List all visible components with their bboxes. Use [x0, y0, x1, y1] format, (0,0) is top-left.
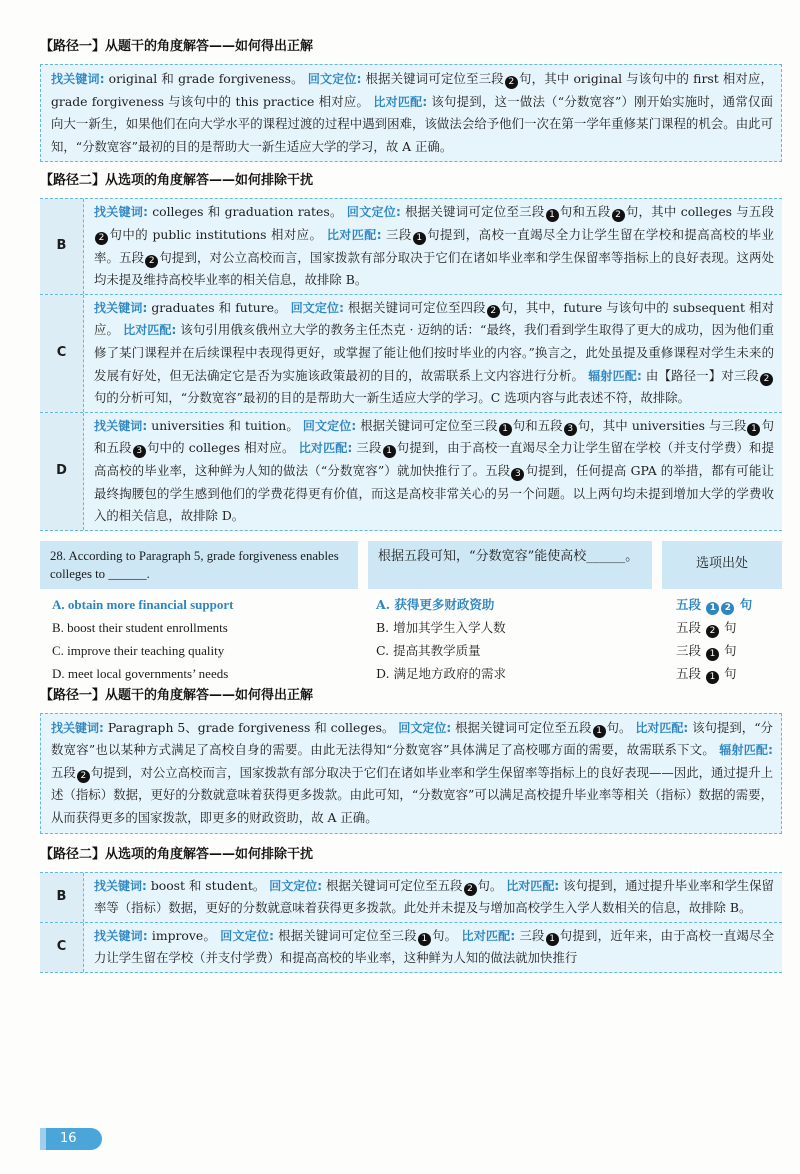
option-letter: C	[40, 295, 84, 412]
sentence-number-icon: 3	[511, 468, 524, 481]
choice-a	[40, 593, 782, 616]
text: 三段	[676, 642, 702, 658]
choice-d	[40, 662, 782, 685]
keyword-label: 找关键词:	[94, 928, 148, 943]
option-analysis	[84, 199, 782, 293]
text: 五段	[51, 764, 76, 780]
q27-options-table	[40, 198, 782, 530]
radiate-label: 辐射匹配:	[719, 743, 773, 758]
locate-label: 回文定位:	[290, 300, 344, 315]
match-label: 比对匹配:	[326, 227, 382, 242]
keyword-label: 找关键词:	[94, 878, 147, 893]
keyword-label: 找关键词:	[94, 205, 148, 220]
match-label: 比对匹配:	[298, 441, 353, 456]
text: 句中的 colleges 相对应。	[146, 440, 295, 456]
text: 根据关键词可定位至四段	[348, 299, 486, 315]
option-row-d	[40, 412, 782, 530]
q27-path1-title: 【路径一】从题干的角度解答——如何得出正解	[40, 39, 314, 54]
option-row-c	[40, 922, 782, 972]
sentence-number-icon: 2	[721, 602, 734, 615]
option-row-b	[40, 199, 782, 293]
text: 句提到，任何提高 GPA 的举措，都有可能让最终掏腰包的学生感到他们的学费花得更有价值，而这是高校非常关心的另一个问题。以上两句均未提到增加大学的学费收入的相关信息，故排除 D。	[94, 462, 775, 524]
text: 句提到，由于高校一直竭尽全力让学生留在学校（并支付学费）和提高高校的毕业率，这种鲜为人知的做法（“分数宽容”）就加快推行了。五段	[94, 440, 774, 478]
option-analysis	[84, 413, 782, 530]
text: Paragraph 5、grade forgiveness 和 colleges。	[107, 719, 395, 735]
sentence-number-icon: 2	[706, 625, 719, 638]
text: 该句提到，通过提升毕业率和学生保留率等（指标）数据，更好的分数就意味着获得更多拨款。此处并未提及与增加高校学生入学人数相关的信息，故排除 B。	[94, 877, 774, 916]
text: graduates 和 future。	[151, 299, 287, 315]
sentence-number-icon: 1	[706, 671, 719, 684]
text: 三段	[385, 226, 412, 242]
q28-path1-box	[40, 713, 782, 834]
text: 句，其中 universities 与三段	[577, 417, 747, 433]
option-analysis	[84, 923, 782, 972]
choice-chinese: B. 增加其学生入学人数	[376, 619, 506, 635]
text: 句提到，高校一直竭尽全力让学生留在学校和提高高校的毕业率。五段	[94, 226, 775, 265]
match-label: 比对匹配:	[373, 94, 428, 109]
choice-english: D. meet local governments’ needs	[52, 665, 229, 681]
match-label: 比对匹配:	[461, 928, 516, 943]
text: 根据关键词可定位至三段	[278, 927, 417, 943]
sentence-number-icon: 3	[564, 423, 577, 436]
option-letter: C	[40, 923, 84, 972]
choice-chinese: D. 满足地方政府的需求	[376, 665, 507, 681]
text: 句，其中，future 与该句中的 subsequent 相对应。	[94, 299, 774, 338]
text: 根据关键词可定位至三段	[405, 204, 545, 220]
text: original 和 grade forgiveness。	[108, 71, 304, 86]
text: 句	[723, 665, 737, 681]
sentence-number-icon: 3	[133, 445, 146, 458]
text: 句和五段	[559, 204, 611, 220]
sentence-number-icon: 1	[593, 725, 606, 738]
choice-english: B. boost their student enrollments	[52, 619, 228, 635]
choice-b	[40, 616, 782, 639]
q28-options-table	[40, 872, 782, 973]
sentence-number-icon: 1	[706, 648, 719, 661]
option-letter: B	[40, 873, 84, 922]
sentence-number-icon: 2	[505, 76, 518, 89]
choice-c	[40, 639, 782, 662]
locate-label: 回文定位:	[220, 928, 274, 943]
question-chinese: 根据五段可知，“分数宽容”能使高校______。	[368, 541, 652, 589]
q28-choices	[40, 593, 782, 685]
sentence-number-icon: 2	[77, 770, 90, 783]
text: 五段	[676, 596, 702, 612]
q28-path2-title: 【路径二】从选项的角度解答——如何排除干扰	[40, 846, 314, 862]
sentence-number-icon: 2	[612, 209, 625, 222]
locate-label: 回文定位:	[302, 418, 357, 433]
text: colleges 和 graduation rates。	[152, 204, 343, 220]
text: 三段	[519, 927, 545, 943]
sentence-number-icon: 1	[413, 232, 426, 245]
option-letter: D	[40, 413, 84, 530]
option-row-b	[40, 873, 782, 922]
keyword-label: 找关键词:	[51, 72, 105, 86]
choice-chinese: A. 获得更多财政资助	[376, 596, 495, 612]
text: improve。	[151, 927, 217, 943]
sentence-number-icon: 2	[145, 255, 158, 268]
q27-path2-title: 【路径二】从选项的角度解答——如何排除干扰	[40, 173, 314, 189]
choice-source	[664, 662, 782, 685]
locate-label: 回文定位:	[398, 720, 452, 735]
text: boost 和 student。	[150, 877, 266, 893]
option-row-c	[40, 294, 782, 412]
text: 句。	[431, 927, 458, 943]
text: 句，其中 colleges 与五段	[625, 204, 775, 220]
text: 句提到，对公立高校而言，国家拨款有部分取决于它们在诸如毕业率和学生保留率等指标上的良好表现。这两处均未提及维持高校毕业率的相关信息，故排除 B。	[94, 249, 775, 288]
question-english: 28. According to Paragraph 5, grade forgiveness enables colleges to ______.	[40, 541, 358, 589]
choice-source	[664, 616, 782, 639]
text: 句和五段	[512, 417, 563, 433]
q28-path1-title: 【路径一】从题干的角度解答——如何得出正解	[40, 687, 314, 703]
q28-header	[40, 541, 782, 589]
text: 句的分析可知，“分数宽容”最初的目的是帮助大一新生适应大学的学习。C 选项内容与此表述不符，故排除。	[94, 390, 691, 406]
choice-english: C. improve their teaching quality	[52, 642, 225, 658]
choice-source	[664, 593, 782, 616]
sentence-number-icon: 2	[95, 232, 108, 245]
option-letter: B	[40, 199, 84, 293]
match-label: 比对匹配:	[635, 720, 689, 735]
keyword-label: 找关键词:	[94, 300, 148, 315]
radiate-label: 辐射匹配:	[588, 368, 642, 383]
q27-path1-box	[40, 64, 782, 162]
sentence-number-icon: 1	[418, 933, 431, 946]
text: 句	[739, 596, 753, 612]
locate-label: 回文定位:	[269, 878, 323, 893]
sentence-number-icon: 1	[383, 445, 396, 458]
text: 该句提到，“分数宽容”也以某种方式满足了高校自身的需要。由此无法得知“分数宽容”具体满足了高校哪方面的需要，故需联系下文。	[51, 719, 773, 758]
sentence-number-icon: 1	[499, 423, 512, 436]
text: 句。	[477, 877, 503, 893]
text: 句和五段	[94, 417, 774, 456]
keyword-label: 找关键词:	[94, 418, 148, 433]
option-analysis	[84, 873, 782, 922]
choice-source	[664, 639, 782, 662]
match-label: 比对匹配:	[506, 878, 560, 893]
text: 句提到，近年来，由于高校一直竭尽全力让学生留在学校（并支付学费）和提高高校的毕业率，这种鲜为人知的做法就加快推行	[94, 927, 774, 966]
text: 根据关键词可定位至五段	[326, 877, 463, 893]
text: 由【路径一】对三段	[645, 367, 759, 383]
text: 句	[723, 619, 737, 635]
choice-english: A. obtain more financial support	[52, 596, 234, 612]
text: 句。	[606, 719, 632, 735]
sentence-number-icon: 1	[546, 933, 559, 946]
text: 根据关键词可定位至三段	[360, 417, 498, 433]
choice-chinese: C. 提高其教学质量	[376, 642, 481, 658]
keyword-label: 找关键词:	[51, 720, 104, 735]
text: 根据关键词可定位至三段	[365, 71, 504, 86]
sentence-number-icon: 2	[760, 373, 773, 386]
match-label: 比对匹配:	[123, 323, 177, 338]
text: universities 和 tuition。	[151, 417, 299, 433]
text: 根据关键词可定位至五段	[455, 719, 592, 735]
text: 句中的 public institutions 相对应。	[109, 226, 323, 242]
text: 句，其中 original 与该句中的 first 相对应，grade forgiveness 与该句中的 this practice 相对应。	[51, 71, 773, 109]
option-analysis	[84, 295, 782, 412]
sentence-number-icon: 2	[464, 883, 477, 896]
text: 该句提到，这一做法（“分数宽容”）刚开始实施时，通常仅面向大一新生，如果他们在向大学水平的课程过渡的过程中遇到困难，该做法会给予他们一次在第一学年重修某门课程的机会。由此可知，“分数宽容”最初的目的是帮助大一新生适应大学的学习，故 A 正确。	[51, 93, 773, 154]
page-number: 16	[46, 1128, 102, 1150]
sentence-number-icon: 1	[546, 209, 559, 222]
text: 句提到，对公立高校而言，国家拨款有部分取决于它们在诸如毕业率和学生保留率等指标上的良好表现——因此，通过提升上述（指标）数据，更好的分数就意味着获得更多拨款。由此可知，“分数宽容”可以满足高校提升毕业率等相关（指标）数据的需要，从而获得更多的国家拨款，即更多的财政资助，故 A 正确。	[51, 764, 774, 826]
page	[40, 36, 782, 973]
text: 五段	[676, 665, 702, 681]
sentence-number-icon: 2	[487, 305, 500, 318]
source-header: 选项出处	[662, 541, 782, 589]
locate-label: 回文定位:	[307, 72, 362, 86]
sentence-number-icon: 1	[747, 423, 760, 436]
locate-label: 回文定位:	[346, 205, 401, 220]
text: 句	[723, 642, 737, 658]
text: 三段	[356, 440, 382, 456]
sentence-number-icon: 1	[706, 602, 719, 615]
text: 该句引用俄亥俄州立大学的教务主任杰克 · 迈纳的话：“最终，我们看到学生取得了更大的成功，因为他们重修了某门课程并在后续课程中表现得更好，或掌握了能让他们按时毕业的内容。”换言之，此处虽提及重修课程对学生未来的发展有好处，但无法确定它是否为实施该政策最初的目的，故需联系上文内容进行分析。	[94, 322, 774, 383]
text: 五段	[676, 619, 702, 635]
